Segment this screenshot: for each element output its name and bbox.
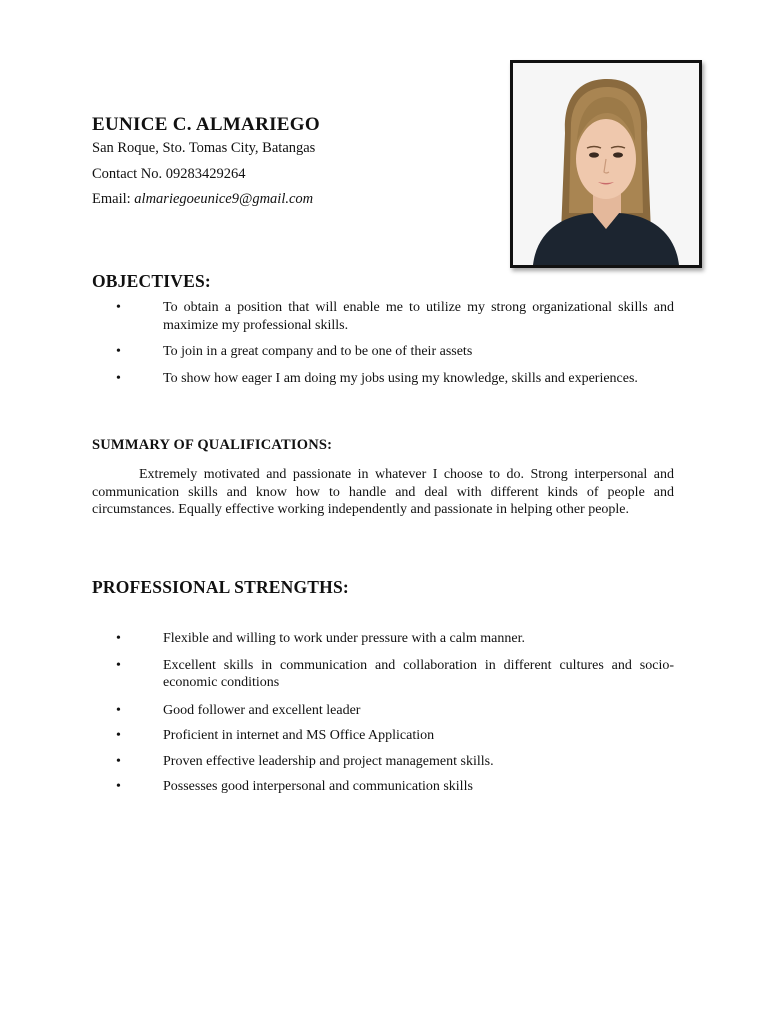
list-item: • Possesses good interpersonal and communication skills [116, 779, 473, 794]
bullet-icon: • [116, 631, 121, 646]
email-label: Email: [92, 191, 135, 207]
list-item: • To join in a great company and to be one of their assets [116, 344, 473, 359]
profile-photo [510, 60, 702, 268]
contact-number: 09283429264 [165, 166, 246, 182]
summary-heading: SUMMARY OF QUALIFICATIONS: [92, 437, 333, 453]
bullet-icon: • [116, 728, 121, 743]
bullet-icon: • [116, 753, 121, 769]
bullet-icon: • [116, 300, 121, 315]
bullet-icon: • [116, 370, 121, 386]
list-item: • To obtain a position that will enable me to utilize my strong organizational skills and maximize my professional skills. [116, 300, 674, 333]
contact-line [92, 166, 245, 183]
email-address: almariegoeunice9@gmail.com [134, 191, 314, 207]
list-item: • To show how eager I am doing my jobs using my knowledge, skills and experiences. [116, 370, 638, 386]
bullet-icon: • [116, 779, 121, 794]
list-item: • Proven effective leadership and project management skills. [116, 753, 494, 769]
list-item: • Good follower and excellent leader [116, 702, 361, 718]
email-line [92, 191, 313, 208]
applicant-name: EUNICE C. ALMARIEGO [92, 114, 320, 135]
bullet-icon: • [116, 657, 121, 673]
contact-label: Contact No. [92, 166, 166, 182]
strengths-heading: PROFESSIONAL STRENGTHS: [92, 577, 349, 597]
bullet-icon: • [116, 344, 121, 359]
list-item: • Flexible and willing to work under pressure with a calm manner. [116, 631, 525, 646]
objectives-list [92, 299, 674, 387]
list-item: • Excellent skills in communication and collaboration in different cultures and socio- economic conditions [116, 657, 674, 690]
objectives-heading: OBJECTIVES: [92, 271, 211, 291]
strengths-list [92, 630, 674, 796]
summary-paragraph: Extremely motivated and passionate in whatever I choose to do. Strong interpersonal and communication skills and know how to handle and deal with different kinds of people and circumstances. Equally effective working independently and passionate in helping other people. [92, 467, 674, 517]
address: San Roque, Sto. Tomas City, Batangas [92, 140, 316, 156]
list-item: • Proficient in internet and MS Office Application [116, 728, 435, 743]
bullet-icon: • [116, 702, 121, 718]
